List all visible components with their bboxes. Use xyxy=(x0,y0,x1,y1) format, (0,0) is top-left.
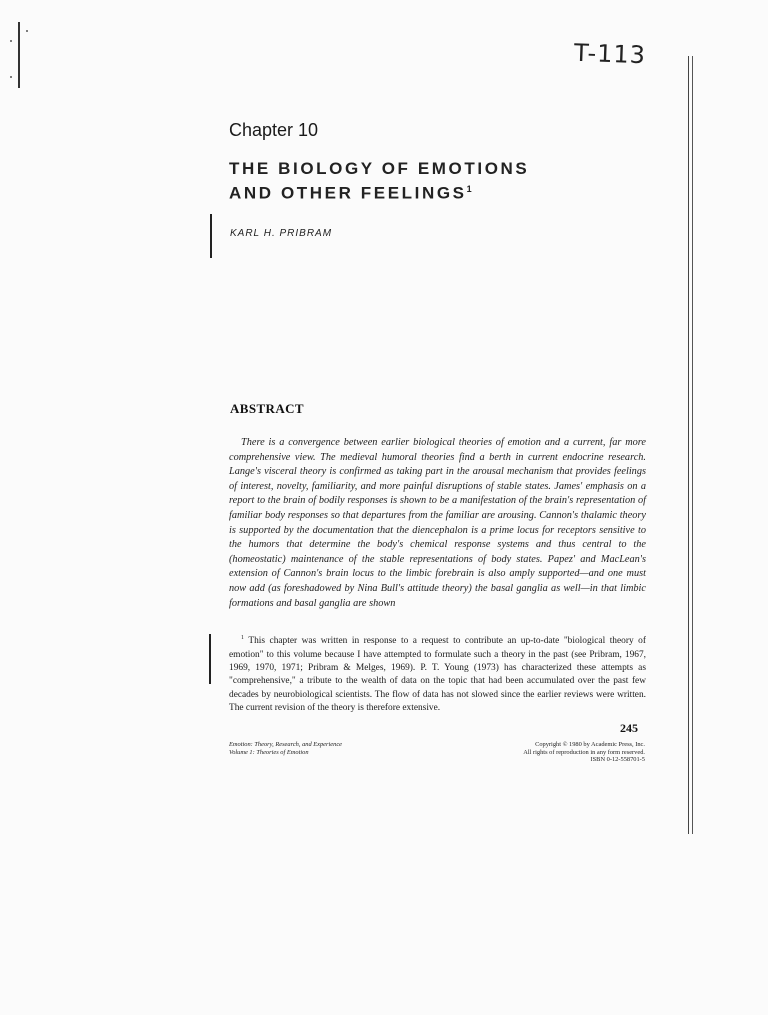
footnote-mark: 1 xyxy=(241,635,244,641)
margin-bracket xyxy=(209,634,214,684)
title-line-1: THE BIOLOGY OF EMOTIONS xyxy=(229,159,530,178)
chapter-title xyxy=(229,158,529,204)
copyright-notice xyxy=(430,741,645,764)
abstract-body xyxy=(229,436,646,611)
scan-speck xyxy=(10,40,12,42)
copyright-line-1: Copyright © 1980 by Academic Press, Inc. xyxy=(535,741,645,748)
abstract-heading: ABSTRACT xyxy=(230,401,304,416)
footnote-text: This chapter was written in response to a request to contribute an up-to-date "biological theory of emotion" to this volume because I have attempted to formulate such a theory in the past (see Pribram, 1967, 1969, 1970, 1971; Pribram & Melges, 1969). P. T. Young (1973) has characterized these attempts as "comprehensive," a tribute to the wealth of data on the topic that had been accumulated over the past few decades by neurobiological scientists. The flow of data has not slowed since the earlier reviews were written. The current revision of the theory is therefore extensive. xyxy=(229,636,646,714)
margin-bracket xyxy=(210,214,215,258)
publication-line-1: Emotion: Theory, Research, and Experience xyxy=(229,741,342,748)
title-line-2: AND OTHER FEELINGS$^1$ xyxy=(229,183,472,203)
footnote-paragraph xyxy=(229,632,646,716)
publication-info xyxy=(229,741,342,756)
copyright-line-2: All rights of reproduction in any form reserved. xyxy=(523,748,645,756)
handwritten-note: T-113 xyxy=(573,38,647,70)
scan-speck xyxy=(26,30,28,32)
publication-line-2: Volume 1: Theories of Emotion xyxy=(229,748,309,756)
scan-speck xyxy=(10,76,12,78)
scan-margin-mark xyxy=(18,22,20,88)
chapter-number: Chapter 10 xyxy=(229,120,319,140)
scan-edge-bar xyxy=(688,56,693,834)
footnote xyxy=(229,632,646,716)
page-number: 245 xyxy=(620,721,638,735)
isbn: ISBN 0-12-558701-5 xyxy=(590,756,645,764)
abstract-paragraph: There is a convergence between earlier biological theories of emotion and a current, far more comprehensive view. The medieval humoral theories find a berth in current endocrine research. Lange's visceral theory is confirmed as taking part in the arousal mechanism that provides feelings of interest, novelty, familiarity, and more painful disruptions of stable states. James' emphasis on a report to the brain of bodily responses is shown to be a manifestation of the brain's representation of familiar body responses so that departures from the familiar are arousing. Cannon's thalamic theory is supported by the documentation that the diencephalon is a prime locus for receptors sensitive to the humors that determine the body's chemical response systems and thus central to the (homeostatic) maintenance of the stable representations of body states. Papez' and MacLean's extension of Cannon's brain locus to the limbic forebrain is also amply supported—and one must now add (as foreshadowed by Nina Bull's attitude theory) the basal ganglia as well—in that limbic formations and basal ganglia are shown xyxy=(229,437,646,609)
title-footnote-mark: 1 xyxy=(466,184,472,194)
author-name: KARL H. PRIBRAM xyxy=(230,228,333,239)
